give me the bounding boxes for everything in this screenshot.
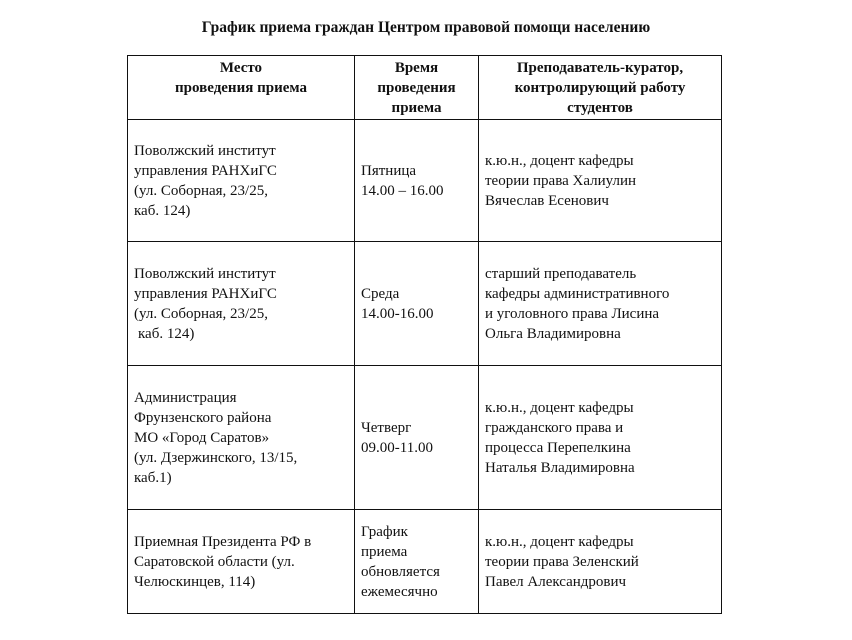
header-line: Преподаватель-куратор, (516, 60, 684, 76)
time-cell (355, 510, 479, 614)
table-row (128, 366, 722, 510)
cell-line: процесса Перепелкина (485, 439, 631, 456)
cell-line: 09.00-11.00 (361, 439, 433, 456)
cell-line: (ул. Дзержинского, 13/15, (134, 449, 298, 466)
cell-line: обновляется (361, 563, 440, 580)
cell-line: управления РАНХиГС (134, 162, 277, 179)
header-line: Место (219, 60, 263, 76)
curator-cell (479, 120, 722, 242)
header-time (355, 56, 479, 120)
cell-line: гражданского права и (485, 419, 624, 436)
cell-line: Пятница (361, 162, 417, 179)
cell-line: Ольга Владимировна (485, 325, 621, 342)
cell-line: теории права Зеленский (485, 553, 639, 570)
cell-line: 14.00 – 16.00 (361, 182, 444, 199)
cell-line: Приемная Президента РФ в (134, 533, 312, 550)
header-line: студентов (567, 100, 633, 116)
schedule-table (127, 55, 722, 614)
curator-cell (479, 366, 722, 510)
cell-line: Вячеслав Есенович (485, 192, 609, 209)
cell-line: (ул. Соборная, 23/25, (134, 305, 268, 322)
header-line: проведения приема (175, 80, 307, 96)
table-row (128, 242, 722, 366)
cell-line: и уголовного права Лисина (485, 305, 660, 322)
cell-line: Поволжский институт (134, 265, 276, 282)
cell-line: ежемесячно (361, 583, 438, 600)
table-header-row (128, 56, 722, 120)
cell-line: МО «Город Саратов» (134, 429, 270, 446)
cell-line: теории права Халиулин (485, 172, 637, 189)
cell-line: Павел Александрович (485, 573, 627, 590)
cell-line: к.ю.н., доцент кафедры (485, 533, 634, 550)
cell-line: 14.00-16.00 (361, 305, 434, 322)
header-line: проведения (377, 80, 456, 96)
header-line: Время (394, 60, 439, 76)
cell-line: Фрунзенского района (134, 409, 272, 426)
table-row (128, 120, 722, 242)
cell-line: Четверг (361, 419, 412, 436)
cell-line: Саратовской области (ул. (134, 553, 295, 570)
time-cell (355, 242, 479, 366)
header-line: приема (391, 100, 442, 116)
place-cell (128, 510, 355, 614)
document-title: График приема граждан Центром правовой помощи населению (201, 19, 651, 36)
header-curator (479, 56, 722, 120)
cell-line: каб.1) (134, 469, 172, 486)
cell-line: Среда (361, 285, 400, 302)
header-line: контролирующий работу (514, 80, 686, 96)
table-row (128, 510, 722, 614)
cell-line: Челюскинцев, 114) (134, 573, 256, 590)
cell-line: старший преподаватель (485, 265, 637, 282)
curator-cell (479, 242, 722, 366)
curator-cell (479, 510, 722, 614)
cell-line: Администрация (134, 389, 237, 406)
cell-line: (ул. Соборная, 23/25, (134, 182, 268, 199)
cell-line: к.ю.н., доцент кафедры (485, 152, 634, 169)
time-cell (355, 120, 479, 242)
cell-line: каб. 124) (138, 325, 195, 342)
cell-line: управления РАНХиГС (134, 285, 277, 302)
place-cell (128, 366, 355, 510)
cell-line: кафедры административного (485, 285, 670, 302)
place-cell (128, 242, 355, 366)
cell-line: Поволжский институт (134, 142, 276, 159)
cell-line: приема (361, 543, 408, 560)
place-cell (128, 120, 355, 242)
cell-line: Наталья Владимировна (485, 459, 635, 476)
header-place (128, 56, 355, 120)
cell-line: каб. 124) (134, 202, 191, 219)
cell-line: График (361, 523, 408, 540)
cell-line: к.ю.н., доцент кафедры (485, 399, 634, 416)
time-cell (355, 366, 479, 510)
